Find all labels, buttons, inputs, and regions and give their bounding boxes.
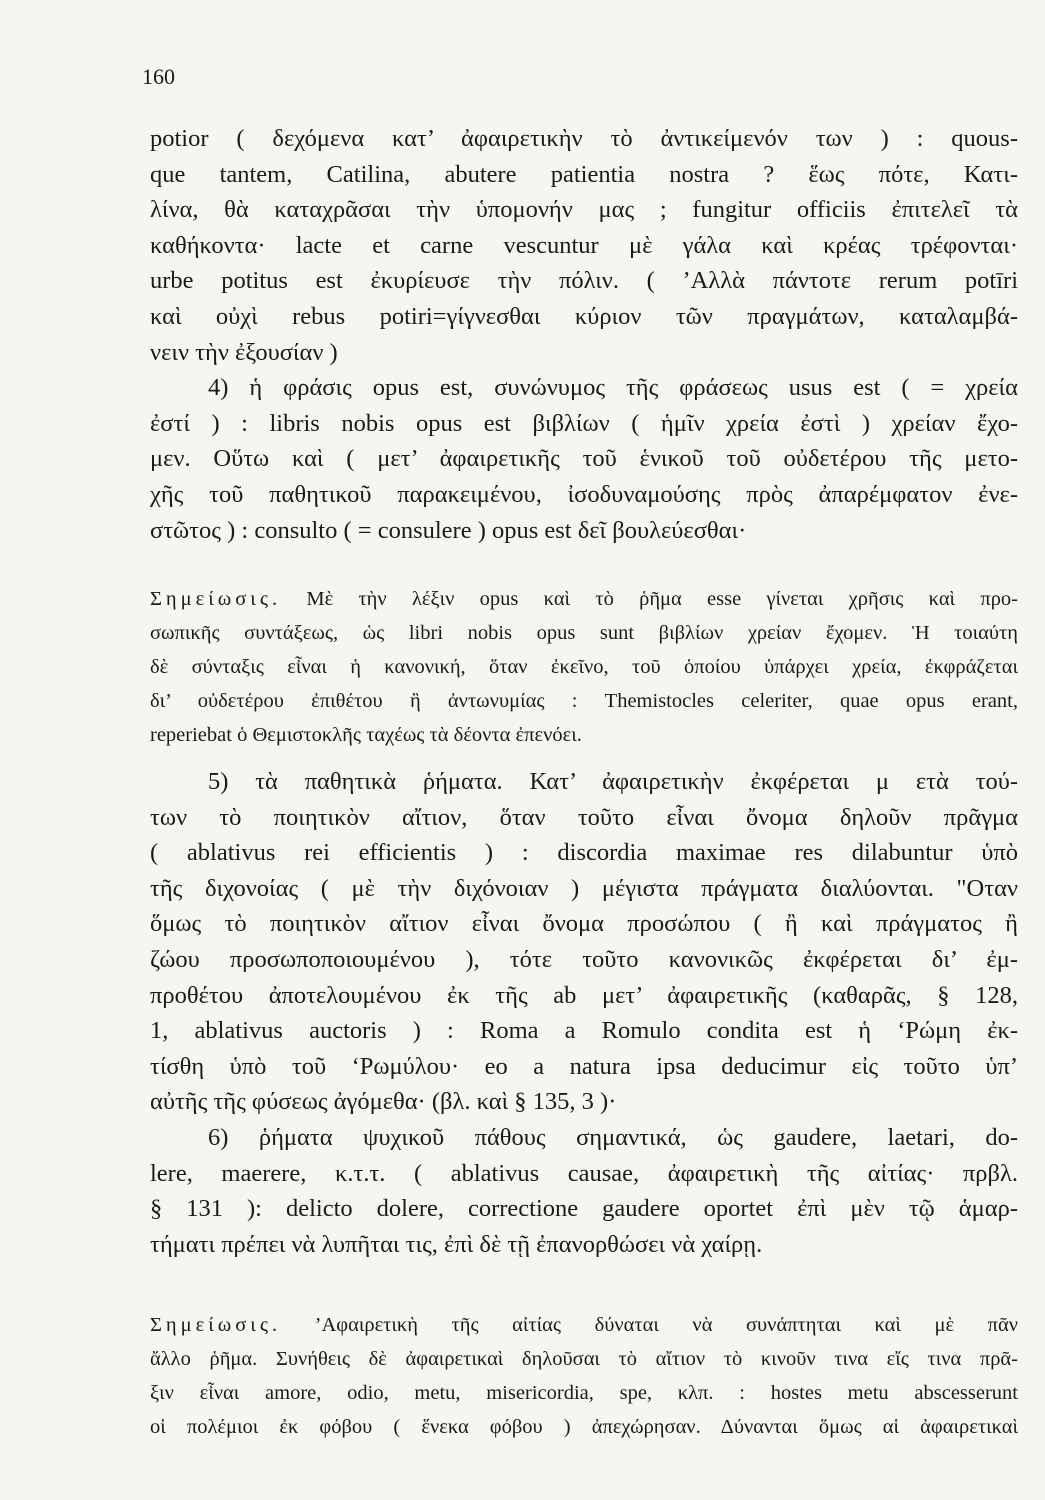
note-2 <box>150 1308 1018 1444</box>
text-line: τίσθη ὑπὸ τοῦ ‘Ρωμύλου· eo a natura ipsa deducimur εἰς τοῦτο ὑπ’ <box>150 1052 1018 1080</box>
text-line: προθέτου ἀποτελουμένου ἐκ τῆς ab μετ’ ἀφαιρετικῆς (καθαρᾶς, § 128, <box>150 981 1018 1009</box>
text-line: καὶ οὐχὶ rebus potiri=γίγνεσθαι κύριον τῶν πραγμάτων, καταλαμβά- <box>150 302 1018 330</box>
text-line: ( ablativus rei efficientis ) : discordia maximae res dilabuntur ὑπὸ <box>150 839 1018 867</box>
text-line: potior ( δεχόμενα κατ’ ἀφαιρετικὴν τὸ ἀντικείμενόν των ) : quous- <box>150 125 1018 152</box>
text-line: δι’ οὐδετέρου ἐπιθέτου ἢ ἀντωνυμίας : Themistocles celeriter, quae opus erant, <box>150 690 1018 712</box>
text-line: νειν τὴν ἐξουσίαν ) <box>150 338 338 366</box>
note-text: ’Αφαιρετικὴ τῆς αἰτίας δύναται νὰ συνάπτηται καὶ μὲ πᾶν <box>314 1314 1018 1336</box>
text-line <box>150 1308 1018 1342</box>
text-line: ἐστί ) : libris nobis opus est βιβλίων ( ἡμῖν χρεία ἐστὶ ) χρείαν ἔχο- <box>150 409 1018 437</box>
text-line: αὐτῆς τῆς φύσεως ἀγόμεθα· (βλ. καὶ § 135, 3 )· <box>150 1088 617 1116</box>
text-line: σωπικῆς συντάξεως, ὡς libri nobis opus sunt βιβλίων χρείαν ἔχομεν. Ἡ τοιαύτη <box>150 622 1018 644</box>
text-line: 6) ῥήματα ψυχικοῦ πάθους σημαντικά, ὡς gaudere, laetari, do- <box>208 1123 1018 1151</box>
text-line: δὲ σύνταξις εἶναι ἡ κανονική, ὅταν ἐκεῖνο, τοῦ ὁποίου ὑπάρχει χρεία, ἐκφράζεται <box>150 656 1018 678</box>
text-line: 4) ἡ φράσις opus est, συνώνυμος τῆς φράσεως usus est ( = χρεία <box>208 374 1018 402</box>
paragraph-1 <box>150 121 1018 548</box>
text-line: ζώου προσωποποιουμένου ), τότε τοῦτο κανονικῶς ἐκφέρεται δι’ ἐμ- <box>150 945 1018 973</box>
text-line: λίνα, θὰ καταχρᾶσαι τὴν ὑπομονήν μας ; fungitur officiis ἐπιτελεῖ τὰ <box>150 196 1018 224</box>
note-label: Σημείωσις. <box>150 588 282 610</box>
text-line: ἄλλο ῥῆμα. Συνήθεις δὲ ἀφαιρετικαὶ δηλοῦσαι τὸ αἴτιον τὸ κινοῦν τινα εἴς τινα πρᾶ- <box>150 1348 1018 1370</box>
text-line: ὅμως τὸ ποιητικὸν αἴτιον εἶναι ὄνομα προσώπου ( ἢ καὶ πράγματος ἢ <box>150 910 1018 938</box>
text-line: των τὸ ποιητικὸν αἴτιον, ὅταν τοῦτο εἶναι ὄνομα δηλοῦν πρᾶγμα <box>150 803 1018 831</box>
text-line: τήματι πρέπει νὰ λυπῆται τις, ἐπὶ δὲ τῇ ἐπανορθώσει νὰ χαίρῃ. <box>150 1230 763 1258</box>
note-1 <box>150 582 1018 752</box>
text-line: 5) τὰ παθητικὰ ῥήματα. Κατ’ ἀφαιρετικὴν ἐκφέρεται μ ετὰ τού- <box>208 768 1018 795</box>
text-line: μεν. Οὕτω καὶ ( μετ’ ἀφαιρετικῆς τοῦ ἑνικοῦ τοῦ οὐδετέρου τῆς μετο- <box>150 445 1018 473</box>
text-line: χῆς τοῦ παθητικοῦ παρακειμένου, ἰσοδυναμούσης πρὸς ἀπαρέμφατον ἐνε- <box>150 480 1018 508</box>
text-line: στῶτος ) : consulto ( = consulere ) opus est δεῖ βουλεύεσθαι· <box>150 516 747 544</box>
text-line: ξιν εἶναι amore, odio, metu, misericordia, spe, κλπ. : hostes metu abscesserunt <box>150 1382 1018 1404</box>
text-line: reperiebat ὁ Θεμιστοκλῆς ταχέως τὰ δέοντα ἐπενόει. <box>150 724 582 746</box>
text-line <box>150 582 1018 616</box>
text-line: τῆς διχονοίας ( μὲ τὴν διχόνοιαν ) μέγιστα πράγματα διαλύονται. "Οταν <box>150 874 1018 902</box>
note-label: Σημείωσις. <box>150 1314 282 1336</box>
page-number: 160 <box>142 64 175 89</box>
text-line: οἱ πολέμιοι ἐκ φόβου ( ἕνεκα φόβου ) ἀπεχώρησαν. Δύνανται ὅμως αἱ ἀφαιρετικαὶ <box>150 1416 1018 1438</box>
text-line: καθήκοντα· lacte et carne vescuntur μὲ γάλα καὶ κρέας τρέφονται· <box>150 231 1018 259</box>
text-line: 1, ablativus auctoris ) : Roma a Romulo condita est ἡ ‘Ρώμη ἐκ- <box>150 1017 1018 1045</box>
text-line: § 131 ): delicto dolere, correctione gaudere oportet ἐπὶ μὲν τῷ ἁμαρ- <box>150 1195 1018 1223</box>
note-text: Μὲ τὴν λέξιν opus καὶ τὸ ῥῆμα esse γίνεται χρῆσις καὶ προ- <box>306 588 1018 610</box>
paragraph-2 <box>150 764 1018 1262</box>
text-line: urbe potitus est ἐκυρίευσε τὴν πόλιν. ( ’Αλλὰ πάντοτε rerum potīri <box>150 267 1018 295</box>
text-line: que tantem, Catilina, abutere patientia nostra ? ἕως πότε, Κατι- <box>150 160 1018 188</box>
text-line: lere, maerere, κ.τ.τ. ( ablativus causae, ἀφαιρετικὴ τῆς αἰτίας· πρβλ. <box>150 1159 1018 1187</box>
